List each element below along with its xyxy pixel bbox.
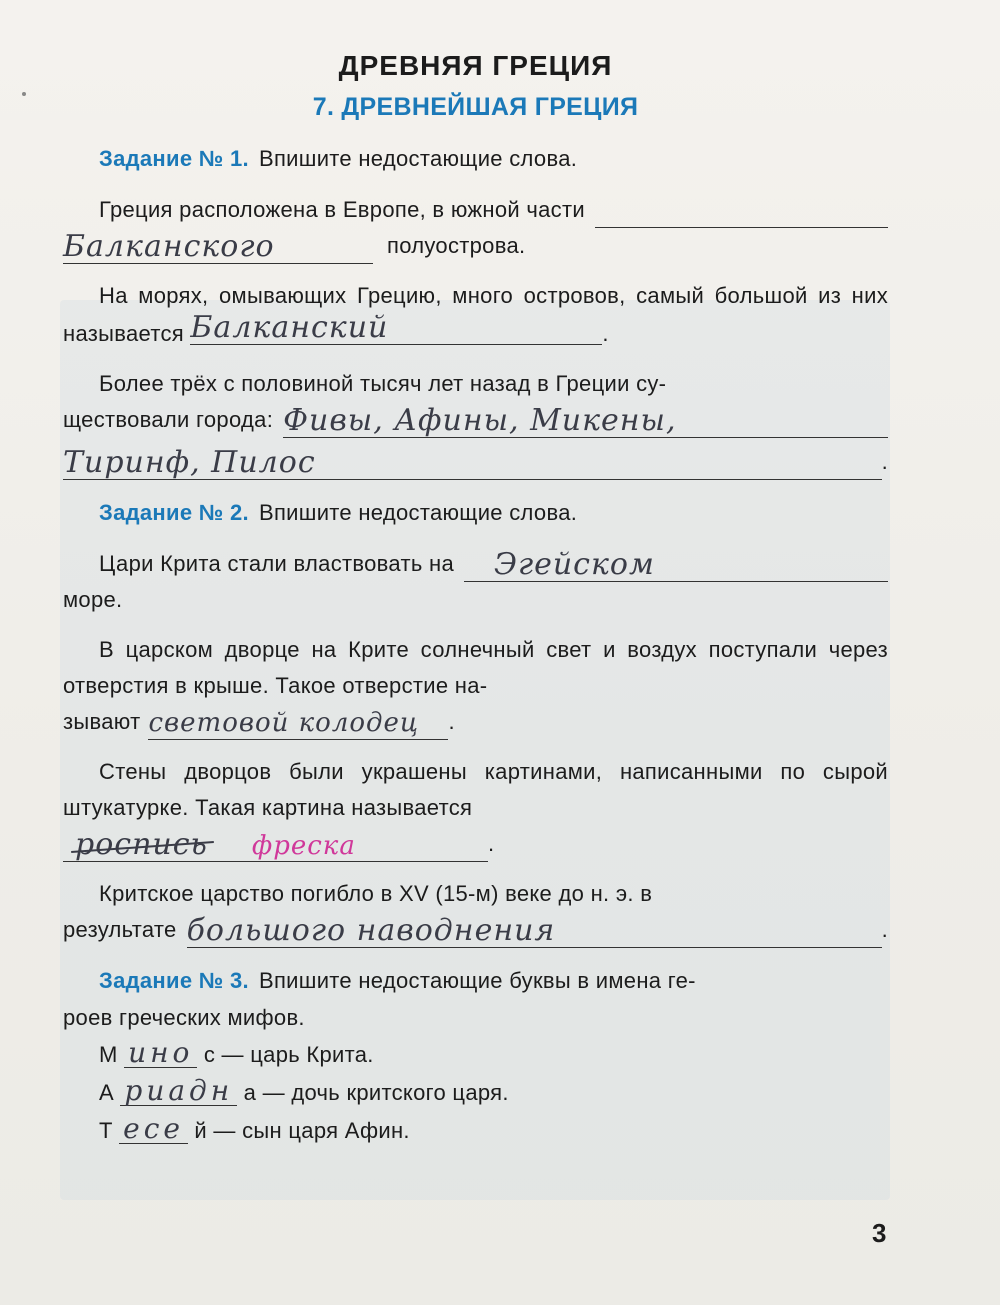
task-2-paragraph-4 bbox=[63, 876, 888, 948]
page-content bbox=[63, 40, 888, 1150]
name-start: А bbox=[99, 1080, 114, 1105]
task-1-label: Задание № 1. bbox=[99, 146, 249, 171]
task-2-instruction: Впишите недостающие слова. bbox=[258, 500, 578, 525]
task-2-p3-answer: фреска bbox=[251, 831, 356, 861]
task-2-p2-answer-field[interactable] bbox=[148, 709, 448, 740]
task-2-p4-text: Критское царство погибло в XV (15-м) веке до н. э. в bbox=[99, 881, 653, 906]
task-1-p1-answer: Балканского bbox=[63, 229, 275, 264]
page-title: ДРЕВНЯЯ ГРЕЦИЯ bbox=[338, 50, 613, 81]
task-2-paragraph-3 bbox=[63, 754, 888, 862]
name-end: а — дочь критского царя. bbox=[243, 1080, 509, 1105]
task-2-p3-period: . bbox=[488, 831, 495, 856]
section-title: 7. ДРЕВНЕЙШАЯ ГРЕЦИЯ bbox=[312, 93, 639, 121]
task-1-p1-text-end: полуострова. bbox=[387, 233, 526, 258]
name-start: Т bbox=[99, 1118, 113, 1143]
task-3-instruction-2: роев греческих мифов. bbox=[63, 1005, 305, 1030]
task-2-p1-text: Цари Крита стали властвовать на bbox=[99, 551, 454, 576]
task-1-p3-answer-field-2[interactable] bbox=[63, 445, 882, 480]
name-fill-field[interactable]: ино bbox=[124, 1039, 197, 1068]
task-1-p3-period: . bbox=[881, 449, 888, 474]
task-3-names bbox=[63, 1036, 888, 1150]
task-3-label: Задание № 3. bbox=[99, 968, 249, 993]
task-2-p3-text: Стены дворцов были украшены картинами, написанными по сырой штукатурке. Такая картина называется bbox=[63, 759, 888, 820]
task-2 bbox=[63, 494, 888, 948]
task-1-instruction: Впишите недостающие слова. bbox=[258, 146, 578, 171]
task-1-p2-answer-field[interactable] bbox=[190, 310, 602, 345]
task-3-header bbox=[63, 962, 888, 1000]
task-2-label: Задание № 2. bbox=[99, 500, 249, 525]
name-start: М bbox=[99, 1042, 118, 1067]
task-2-p2-answer: световой колодец bbox=[148, 708, 420, 738]
task-1-p1-blank-end[interactable] bbox=[595, 197, 888, 228]
task-1-p3-line-1: Более трёх с половиной тысяч лет назад в Греции су- bbox=[99, 371, 667, 396]
task-2-p1-text-end: море. bbox=[63, 587, 123, 612]
task-2-p4-period: . bbox=[881, 917, 888, 942]
task-2-header bbox=[63, 494, 888, 532]
task-2-p1-answer: Эгейском bbox=[493, 547, 655, 582]
task-1 bbox=[63, 140, 888, 480]
name-fill-field[interactable]: есе bbox=[119, 1115, 188, 1144]
task-2-p3-struck-answer: роспись bbox=[75, 827, 208, 862]
task-1-p2-prompt: На морях, омывающих Грецию, много островов, самый большой из них называется bbox=[63, 283, 888, 346]
task-2-p2-period: . bbox=[448, 709, 455, 734]
task-1-p1-text: Греция расположена в Европе, в южной части bbox=[99, 197, 585, 222]
task-2-paragraph-2 bbox=[63, 632, 888, 740]
task-1-paragraph-1 bbox=[63, 192, 888, 264]
task-1-p2-text bbox=[63, 278, 888, 352]
page-number: 3 bbox=[872, 1218, 887, 1248]
task-2-paragraph-1 bbox=[63, 546, 888, 618]
task-2-p3-answer-field[interactable] bbox=[63, 827, 488, 862]
task-2-p4-answer-field[interactable] bbox=[186, 913, 882, 948]
task-1-p1-answer-field[interactable] bbox=[63, 229, 373, 264]
name-row-tesey bbox=[63, 1112, 888, 1150]
name-fill-field[interactable]: риадн bbox=[120, 1077, 237, 1106]
name-row-ariadna bbox=[63, 1074, 888, 1112]
name-row-minos bbox=[63, 1036, 888, 1074]
task-2-p2-text: В царском дворце на Крите солнечный свет и воздух поступали через отверстия в крыше. Такое отверстие на- bbox=[63, 637, 888, 698]
task-1-p3-answer-field-1[interactable] bbox=[283, 403, 888, 438]
name-end: с — царь Крита. bbox=[203, 1042, 374, 1067]
task-2-p1-answer-field[interactable] bbox=[464, 547, 888, 582]
task-1-paragraph-3 bbox=[63, 366, 888, 480]
task-1-paragraph-2 bbox=[63, 278, 888, 352]
task-1-p3-answer-2: Тиринф, Пилос bbox=[63, 445, 316, 480]
task-2-p2-prompt: зывают bbox=[63, 709, 141, 734]
task-1-p3-answer-1: Фивы, Афины, Микены, bbox=[283, 403, 677, 438]
task-3-instruction: Впишите недостающие буквы в имена ге- bbox=[258, 968, 696, 993]
task-2-p4-answer: большого наводнения bbox=[186, 913, 556, 948]
task-1-p2-period: . bbox=[602, 321, 609, 346]
task-3 bbox=[63, 962, 888, 1150]
page-speck bbox=[22, 92, 26, 96]
task-2-p4-prompt: результате bbox=[63, 917, 177, 942]
task-1-p2-answer: Балканский bbox=[190, 310, 389, 345]
task-1-p3-text: ществовали города: bbox=[63, 407, 274, 432]
name-end: й — сын царя Афин. bbox=[194, 1118, 410, 1143]
task-1-header bbox=[63, 140, 888, 178]
